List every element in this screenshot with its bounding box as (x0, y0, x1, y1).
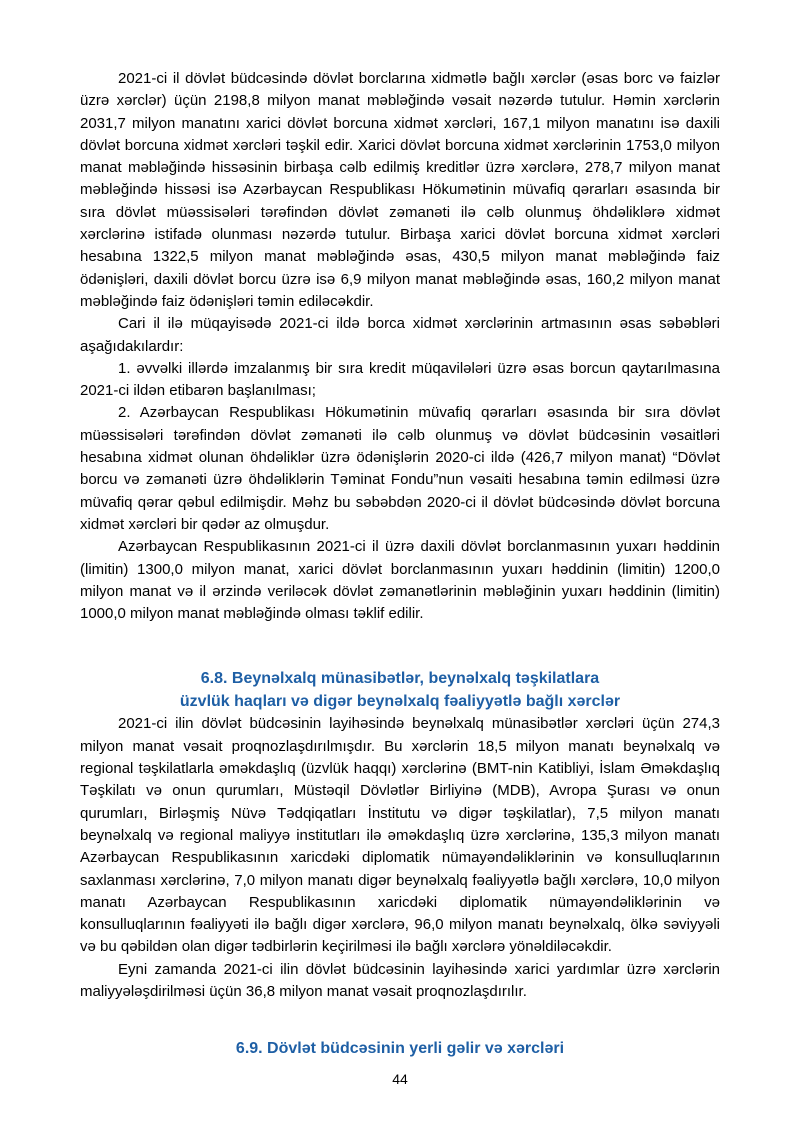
section-heading-6-9: 6.9. Dövlət büdcəsinin yerli gəlir və xərcləri (235, 1040, 565, 1058)
paragraph-debt-service: 2021-ci il dövlət büdcəsində dövlət borclarına xidmətlə bağlı xərclər (əsas borc və faizlər üzrə xərclər) üçün 2198,8 milyon manat məbləğində vəsait nəzərdə tutulur. Həmin xərclərin 2031,7 milyon manatını xarici dövlət borcuna xidmət xərcləri, 167,1 milyon manatını isə daxili dövlət borcuna xidmət xərcləri təşkil edir. Xarici dövlət borcuna xidmət xərclərinin 1753,0 milyon manat məbləğində hissəsinin birbaşa cəlb edilmiş kreditlər üzrə xərclərə, 278,7 milyon manat məbləğində hissəsi isə Azərbaycan Respublikası Hökumətinin müvafiq qərarları əsasında bir sıra dövlət müəssisələri tərəfindən dövlət zəmanəti ilə cəlb olunmuş öhdəliklərə xidmət xərclərinə istifadə olunması nəzərdə tutulur. Birbaşa xarici dövlət borcuna xidmət xərcləri hesabına 1322,5 milyon manat məbləğində əsas, 430,5 milyon manat məbləğində faiz ödənişləri, daxili dövlət borcu üzrə isə 6,9 milyon manat məbləğində əsas, 160,2 milyon manat məbləğində faiz ödənişləri təmin ediləcəkdir. (80, 70, 720, 310)
section-heading-6-8 (80, 667, 720, 713)
list-item-reason-2: 2. Azərbaycan Respublikası Hökumətinin müvafiq qərarları əsasında bir sıra dövlət müəssisələri tərəfindən dövlət zəmanəti ilə cəlb olunmuş və dövlət büdcəsinin vəsaitləri hesabına xidmət olunan öhdəliklər üzrə ödənişlərin 2020-ci ildə (426,7 milyon manat) “Dövlət borcu və zəmanəti üzrə öhdəliklərin Təminat Fondu”nun vəsaiti hesabına təmin edilməsi üzrə müvafiq qərar qəbul edilmişdir. Məhz bu səbəbdən 2020-ci il dövlət büdcəsində dövlət borcuna xidmət xərcləri bir qədər az olmuşdur. (80, 404, 720, 533)
page-number: 44 (392, 1071, 408, 1088)
list-item-reason-1: 1. əvvəlki illərdə imzalanmış bir sıra kredit müqavilələri üzrə əsas borcun qaytarılmasına 2021-ci ildən etibarən başlanılması; (80, 359, 720, 400)
paragraph-international-relations: 2021-ci ilin dövlət büdcəsinin layihəsində beynəlxalq münasibətlər xərcləri üçün 274,3 milyon manat vəsait proqnozlaşdırılmışdır. Bu xərclərin 18,5 milyon manatı beynəlxalq və regional təşkilatlarla əməkdaşlıq (üzvlük haqqı) xərclərinə (BMT-nin Katibliyi, İslam Əməkdaşlıq Təşkilatı və onun qurumları, Müstəqil Dövlətlər Birliyinə (MDB), Avropa Şurası və onun qurumları, Birləşmiş Nüvə Tədqiqatları İnstitutu və digər təşkilatlar), 7,5 milyon manatı beynəlxalq və regional maliyyə institutları ilə əməkdaşlıq üzrə xərclərinə, 135,3 milyon manatı Azərbaycan Respublikasının xaricdəki diplomatik nümayəndəliklərinin və konsulluqlarının saxlanması xərclərinə, 7,0 milyon manatı digər beynəlxalq fəaliyyətlə bağlı xərclərə, 10,0 milyon manatı Azərbaycan Respublikasının xaricdəki diplomatik nümayəndəliklərinin və konsulluqlarının fəaliyyəti ilə bağlı digər xərclərə, 96,0 milyon manatı beynəlxalq, ölkə səviyyəli və bu qəbildən olan digər tədbirlərin keçirilməsi ilə bağlı xərclərə yönəldiləcəkdir. (80, 715, 720, 956)
section-heading-6-8-line1: 6.8. Beynəlxalq münasibətlər, beynəlxalq təşkilatlara (200, 670, 600, 688)
paragraph-reasons-intro: Cari il ilə müqayisədə 2021-ci ildə borca xidmət xərclərinin artmasının əsas səbəbləri aşağıdakılardır: (80, 315, 720, 355)
paragraph-borrowing-limits: Azərbaycan Respublikasının 2021-ci il üzrə daxili dövlət borclanmasının yuxarı həddinin (limitin) 1300,0 milyon manat, xarici dövlət borclanmasının yuxarı həddinin (limitin) 1200,0 milyon manat və il ərzində veriləcək dövlət zəmanətlərinin məbləğinin yuxarı həddinin (limitin) 1000,0 milyon manat məbləğində olması təklif edilir. (80, 538, 720, 623)
section-heading-6-8-line2: üzvlük haqları və digər beynəlxalq fəaliyyətlə bağlı xərclər (179, 693, 621, 711)
paragraph-foreign-aid: Eyni zamanda 2021-ci ilin dövlət büdcəsinin layihəsində xarici yardımlar üzrə xərclərin maliyyələşdirilməsi üçün 36,8 milyon manat vəsait proqnozlaşdırılır. (80, 960, 720, 1000)
